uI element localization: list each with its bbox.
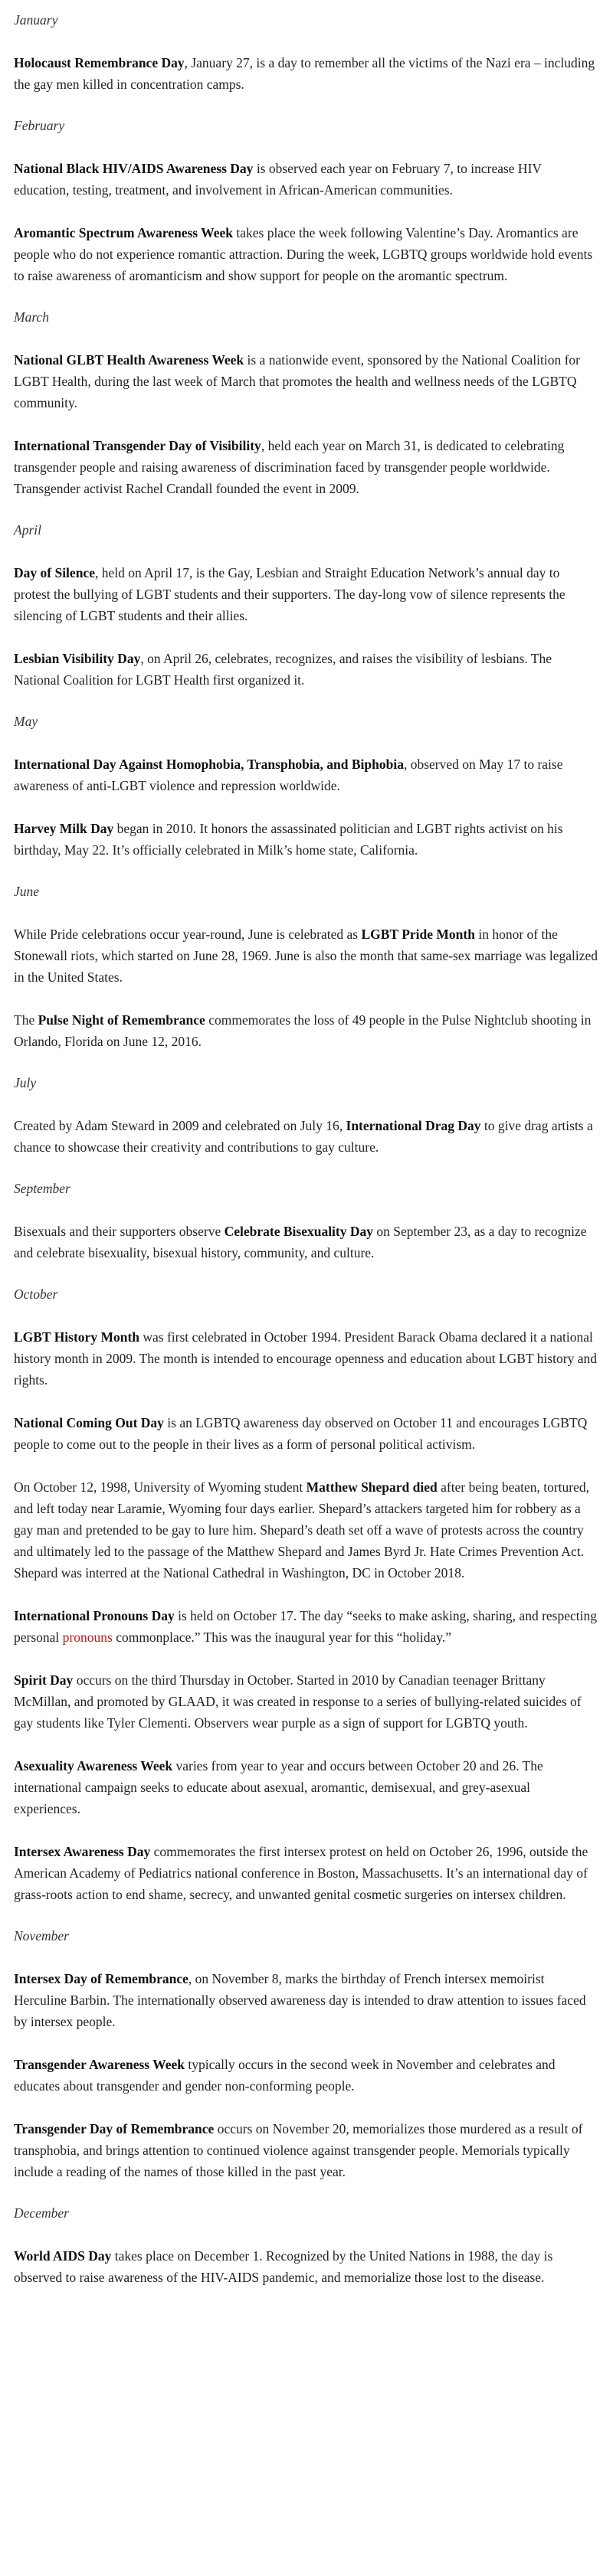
month-heading: April xyxy=(14,522,41,538)
month-heading: December xyxy=(14,2205,69,2221)
observance-paragraph xyxy=(14,2118,599,2182)
paragraph-text: is held on October 17. The day “seeks to make asking, sharing, and respecting personal xyxy=(14,1608,597,1645)
month-heading: September xyxy=(14,1181,70,1196)
paragraph-text: occurs on November 20, memorializes those murdered as a result of transphobia, and brings attention to continued violence against transgender people. Memorials typically include a reading of the names of those killed in the past year. xyxy=(14,2121,583,2179)
observance-name: International Transgender Day of Visibility xyxy=(14,438,261,453)
observance-paragraph xyxy=(14,435,599,499)
observance-paragraph xyxy=(14,1669,599,1734)
observance-paragraph xyxy=(14,349,599,414)
observance-paragraph xyxy=(14,1221,599,1263)
observance-paragraph xyxy=(14,1476,599,1584)
observance-paragraph xyxy=(14,52,599,95)
paragraph-text: , observed on May 17 to raise awareness of anti-LGBT violence and repression worldwide. xyxy=(14,757,563,793)
observance-paragraph xyxy=(14,818,599,861)
paragraph-text: is a nationwide event, sponsored by the National Coalition for LGBT Health, during the last week of March that promotes the health and wellness needs of the LGBTQ community. xyxy=(14,352,580,410)
month-heading: November xyxy=(14,1928,69,1943)
paragraph-text: , January 27, is a day to remember all the victims of the Nazi era – including the gay men killed in concentration camps. xyxy=(14,55,595,92)
observance-name: Intersex Awareness Day xyxy=(14,1844,151,1859)
observance-paragraph xyxy=(14,1115,599,1158)
paragraph-text: , on April 26, celebrates, recognizes, and raises the visibility of lesbians. The National Coalition for LGBT Health first organized it. xyxy=(14,651,552,688)
observance-paragraph xyxy=(14,754,599,796)
month-heading: July xyxy=(14,1075,37,1090)
paragraph-text: typically occurs in the second week in November and celebrates and educates about transgender and gender non-conforming people. xyxy=(14,2057,556,2094)
observance-name: National Black HIV/AIDS Awareness Day xyxy=(14,161,254,176)
observance-name: International Day Against Homophobia, Transphobia, and Biphobia xyxy=(14,757,404,772)
observance-paragraph xyxy=(14,1755,599,1819)
paragraph-text: Created by Adam Steward in 2009 and celebrated on July 16, xyxy=(14,1118,346,1133)
observance-paragraph xyxy=(14,1968,599,2032)
paragraph-text: takes place on December 1. Recognized by the United Nations in 1988, the day is observed to raise awareness of the HIV-AIDS pandemic, and memorialize those lost to the disease. xyxy=(14,2248,553,2285)
observance-paragraph xyxy=(14,1605,599,1648)
paragraph-text: was first celebrated in October 1994. President Barack Obama declared it a national history month in 2009. The month is intended to encourage openness and education about LGBT history and rights. xyxy=(14,1329,597,1388)
paragraph-text: takes place the week following Valentine’s Day. Aromantics are people who do not experience romantic attraction. During the week, LGBTQ groups worldwide hold events to raise awareness of aromanticism and show support for people on the aromantic spectrum. xyxy=(14,225,593,283)
observance-name: LGBT History Month xyxy=(14,1329,140,1345)
observance-name: Harvey Milk Day xyxy=(14,821,114,836)
observance-paragraph xyxy=(14,1412,599,1455)
observance-paragraph xyxy=(14,1326,599,1391)
paragraph-text: The xyxy=(14,1012,38,1028)
observance-name: LGBT Pride Month xyxy=(361,927,475,942)
pronouns-link[interactable]: pronouns xyxy=(62,1630,113,1645)
observance-name: World AIDS Day xyxy=(14,2248,112,2264)
paragraph-text: is an LGBTQ awareness day observed on October 11 and encourages LGBTQ people to come out to the people in their lives as a form of personal political activism. xyxy=(14,1415,588,1452)
observance-name: Transgender Day of Remembrance xyxy=(14,2121,215,2136)
paragraph-text: varies from year to year and occurs between October 20 and 26. The international campaign seeks to educate about asexual, aromantic, demisexual, and grey-asexual experiences. xyxy=(14,1758,543,1816)
observance-paragraph xyxy=(14,1841,599,1905)
paragraph-text: commemorates the loss of 49 people in the Pulse Nightclub shooting in Orlando, Florida on June 12, 2016. xyxy=(14,1012,592,1049)
observance-paragraph xyxy=(14,562,599,626)
observance-name: International Pronouns Day xyxy=(14,1608,175,1623)
month-heading: February xyxy=(14,118,65,133)
paragraph-text: , held each year on March 31, is dedicated to celebrating transgender people and raising awareness of discrimination faced by transgender people worldwide. Transgender activist Rachel Crandall founded the event in 2009. xyxy=(14,438,565,496)
observance-paragraph xyxy=(14,2245,599,2288)
observance-paragraph xyxy=(14,1009,599,1052)
observance-paragraph xyxy=(14,648,599,691)
paragraph-text: after being beaten, tortured, and left today near Laramie, Wyoming four days earlier. Shepard’s attackers targeted him for robbery as a gay man and pretended to be gay to lure him. Shepard’s death set off a wave of protests across the country and ultimately led to the passage of the Matthew Shepard and James Byrd Jr. Hate Crimes Prevention Act. Shepard was interred at the National Cathedral in Washington, DC in October 2018. xyxy=(14,1479,590,1581)
observance-name: Spirit Day xyxy=(14,1672,74,1688)
observance-name: International Drag Day xyxy=(346,1118,481,1133)
paragraph-text: to give drag artists a chance to showcase their creativity and contributions to gay culture. xyxy=(14,1118,593,1155)
observance-name: Aromantic Spectrum Awareness Week xyxy=(14,225,233,240)
month-heading: January xyxy=(14,12,58,28)
observance-name: Asexuality Awareness Week xyxy=(14,1758,173,1773)
paragraph-text: commemorates the first intersex protest on held on October 26, 1996, outside the American Academy of Pediatrics national conference in Boston, Massachusetts. It’s an international day of grass-roots action to end shame, secrecy, and unwanted genital cosmetic surgeries on intersex children. xyxy=(14,1844,588,1902)
month-heading: June xyxy=(14,884,40,899)
observance-paragraph xyxy=(14,924,599,988)
paragraph-text: in honor of the Stonewall riots, which started on June 28, 1969. June is also the month that same-sex marriage was legalized in the United States. xyxy=(14,927,598,985)
observance-name: Holocaust Remembrance Day xyxy=(14,55,185,70)
month-heading: March xyxy=(14,309,50,325)
observance-name: Celebrate Bisexuality Day xyxy=(224,1224,374,1239)
observance-paragraph xyxy=(14,158,599,201)
paragraph-text: While Pride celebrations occur year-round, June is celebrated as xyxy=(14,927,362,942)
observance-name: Pulse Night of Remembrance xyxy=(38,1012,205,1028)
paragraph-text: On October 12, 1998, University of Wyoming student xyxy=(14,1479,306,1495)
observance-name: Matthew Shepard died xyxy=(306,1479,438,1495)
observance-paragraph xyxy=(14,222,599,286)
paragraph-text: occurs on the third Thursday in October. Started in 2010 by Canadian teenager Brittany McMillan, and promoted by GLAAD, it was created in response to a series of bullying-related suicides of gay students like Tyler Clementi. Observers wear purple as a sign of support for LGBTQ youth. xyxy=(14,1672,582,1731)
paragraph-text: , on November 8, marks the birthday of French intersex memoirist Herculine Barbin. The internationally observed awareness day is intended to draw attention to issues faced by intersex people. xyxy=(14,1971,586,2029)
paragraph-text: began in 2010. It honors the assassinated politician and LGBT rights activist on his birthday, May 22. It’s officially celebrated in Milk’s home state, California. xyxy=(14,821,563,858)
observance-name: Day of Silence xyxy=(14,565,95,580)
paragraph-text: Bisexuals and their supporters observe xyxy=(14,1224,225,1239)
paragraph-text: commonplace.” This was the inaugural year for this “holiday.” xyxy=(112,1630,452,1645)
observance-name: Intersex Day of Remembrance xyxy=(14,1971,188,1986)
month-heading: October xyxy=(14,1286,58,1302)
observance-name: Lesbian Visibility Day xyxy=(14,651,141,666)
paragraph-text: on September 23, as a day to recognize and celebrate bisexuality, bisexual history, community, and culture. xyxy=(14,1224,587,1260)
observance-name: Transgender Awareness Week xyxy=(14,2057,185,2072)
observance-name: National GLBT Health Awareness Week xyxy=(14,352,244,368)
month-heading: May xyxy=(14,714,38,729)
paragraph-text: , held on April 17, is the Gay, Lesbian and Straight Education Network’s annual day to protest the bullying of LGBT students and their supporters. The day-long vow of silence represents the silencing of LGBT students and their allies. xyxy=(14,565,565,623)
observance-name: National Coming Out Day xyxy=(14,1415,164,1430)
paragraph-text: is observed each year on February 7, to increase HIV education, testing, treatment, and involvement in African-American communities. xyxy=(14,161,542,198)
observance-paragraph xyxy=(14,2054,599,2097)
